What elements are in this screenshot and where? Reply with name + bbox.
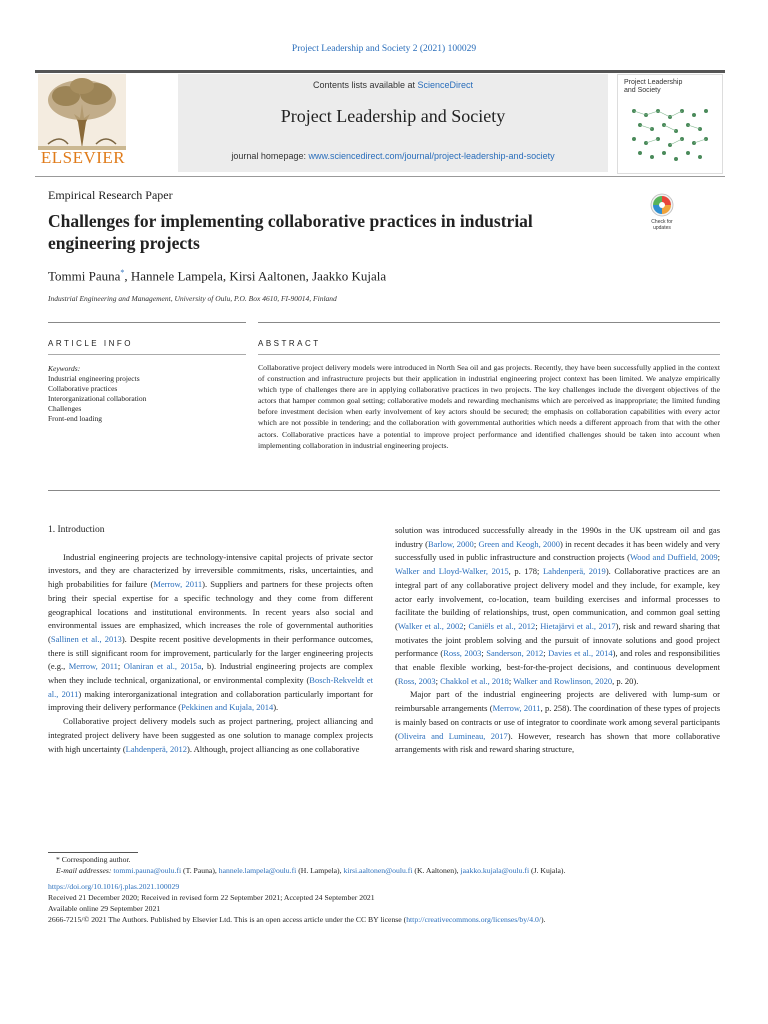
- article-info-sub-rule: [48, 354, 246, 355]
- citation-link[interactable]: Merrow, 2011: [153, 579, 203, 590]
- citation-link[interactable]: Green and Keogh, 2000: [478, 538, 561, 549]
- received-dates: Received 21 December 2020; Received in revised form 22 September 2021; Accepted 24 September 2021: [48, 892, 375, 902]
- body-right-column: [395, 524, 720, 757]
- cover-title-line2: and Society: [624, 87, 661, 94]
- citation-link[interactable]: Davies et al., 2014: [548, 648, 613, 659]
- paper-title: Challenges for implementing collaborative practices in industrial engineering projects: [48, 211, 533, 253]
- email-link[interactable]: tommi.pauna@oulu.fi: [113, 866, 182, 876]
- article-info-top-rule: [48, 322, 246, 323]
- citation-link[interactable]: Wood and Duffield, 2009: [629, 552, 718, 563]
- header-bottom-rule: [35, 176, 725, 177]
- cover-title-line1: Project Leadership: [624, 79, 683, 86]
- corresponding-author-note: * Corresponding author.: [56, 855, 131, 864]
- homepage-label: journal homepage:: [231, 151, 309, 161]
- citation-link[interactable]: Chakkol et al., 2018: [440, 675, 509, 686]
- citation-link[interactable]: Sallinen et al., 2013: [50, 633, 122, 644]
- elsevier-wordmark: ELSEVIER: [40, 148, 126, 167]
- copyright-line: 2666-7215/© 2021 The Authors. Published by Elsevier Ltd. This is an open access article under the CC BY license (http://creativecommons.org/licenses/by/4.0/).: [48, 915, 546, 925]
- keyword-item: Collaborative practices: [48, 384, 118, 393]
- abstract-top-rule: [258, 322, 720, 323]
- license-link[interactable]: http://creativecommons.org/licenses/by/4.0/: [406, 915, 541, 925]
- citation-link[interactable]: Walker and Rowlinson, 2020: [513, 675, 613, 686]
- abstract-bottom-rule: [48, 490, 720, 491]
- contents-prefix: Contents lists available at: [312, 80, 418, 90]
- citation-link[interactable]: Lahdenperä, 2012: [125, 743, 188, 754]
- citation-link[interactable]: Oliveira and Lumineau, 2017: [397, 730, 508, 741]
- citation-link[interactable]: Ross, 2003: [397, 675, 436, 686]
- body-paragraph: Industrial engineering projects are technology-intensive capital projects of private sector investors, and they are characterized by irreversible commitments, risks, uncertainties, and high probabilities for failure (Merrow, 2011). Suppliers and partners for these projects often bring their special expertise for a specific technology and they come from different geographical locations and institutional environments. In recent years also social and environmental issues are emphasized, which increases the role of governmental authorities (Sallinen et al., 2013). Despite recent positive developments in their performance outcomes, there is still significant room for improvement, particularly for the larger engineering projects (e.g., Merrow, 2011; Olaniran et al., 2015a, b). Industrial engineering projects are complex when they include technical, organizational, or environmental complexity (Bosch-Rekveldt et al., 2011) making interorganizational integration and collaboration particularly important for improving their delivery performance (Pekkinen and Kujala, 2014).: [48, 551, 374, 713]
- journal-cover-thumbnail: [617, 74, 723, 174]
- corresponding-author-mark[interactable]: *: [120, 268, 125, 277]
- abstract-text: Collaborative project delivery models were introduced in North Sea oil and gas projects. Recently, they have been successfully applied in the context of construction and infrastructure projects but their application in industrial engineering project context has been limited. We analyze empirically which type of challenges there are in applying collaborative practices in two projects. The key challenges include the divergent objectives of the actors that hamper common goal setting; collaborative models and rewarding mechanisms which are perceived as inappropriate; the limited funding before investment decision when early involvement of key actors should be secured; the emphasis on collaboration capabilities with every actor which are not possible in tendering; and the collaboration with governmental authorities which needs a different approach from that with the other actors. Collaborative practices have a potential to improve project performance and identified challenges should be taken into account when implementing collaboration in industrial engineering projects.: [258, 363, 720, 450]
- paper-type-label: Empirical Research Paper: [48, 188, 173, 202]
- footnote-rule: [48, 852, 138, 853]
- keyword-item: Front-end loading: [48, 414, 102, 423]
- journal-name: Project Leadership and Society: [280, 106, 506, 126]
- email-addresses-line: E-mail addresses: tommi.pauna@oulu.fi (T. Pauna), hannele.lampela@oulu.fi (H. Lampela), kirsi.aaltonen@oulu.fi (K. Aaltonen), jaakko.kujala@oulu.fi (J. Kujala).: [56, 866, 566, 876]
- email-link[interactable]: kirsi.aaltonen@oulu.fi: [343, 866, 413, 876]
- check-for-updates-badge[interactable]: [647, 193, 677, 231]
- citation-link[interactable]: Hietajärvi et al., 2017: [540, 620, 616, 631]
- email-link[interactable]: hannele.lampela@oulu.fi: [218, 866, 297, 876]
- abstract-sub-rule: [258, 354, 720, 355]
- header-top-rule: [35, 70, 725, 73]
- available-online-date: Available online 29 September 2021: [48, 904, 161, 914]
- doi-link[interactable]: https://doi.org/10.1016/j.plas.2021.100029: [48, 881, 180, 891]
- homepage-link[interactable]: www.sciencedirect.com/journal/project-leadership-and-society: [308, 151, 555, 161]
- abstract-heading: ABSTRACT: [258, 339, 321, 348]
- author-list: [48, 268, 386, 284]
- citation-link[interactable]: Bosch-Rekveldt et al., 2011: [48, 675, 374, 699]
- citation-link[interactable]: Olaniran et al., 2015a: [123, 661, 202, 672]
- section-heading-introduction: 1. Introduction: [48, 525, 105, 535]
- citation-link[interactable]: Caniëls et al., 2012: [468, 620, 536, 631]
- badge-text-line2: updates: [653, 225, 671, 231]
- citation-link[interactable]: Merrow, 2011: [68, 661, 118, 672]
- doi-line: [48, 881, 720, 892]
- author-affiliation: Industrial Engineering and Management, University of Oulu, P.O. Box 4610, FI-90014, Finland: [48, 294, 337, 303]
- article-info-heading: ARTICLE INFO: [48, 339, 133, 348]
- journal-reference-link[interactable]: Project Leadership and Society 2 (2021) 100029: [291, 44, 477, 54]
- badge-text-line1: Check for: [651, 219, 673, 225]
- citation-link[interactable]: Walker et al., 2002: [397, 620, 464, 631]
- citation-link[interactable]: Sanderson, 2012: [486, 648, 544, 659]
- keywords-label: Keywords:: [48, 364, 81, 373]
- contents-available-line: [178, 80, 608, 90]
- cover-title: [624, 79, 682, 95]
- keywords-block: [48, 364, 246, 424]
- citation-link[interactable]: Ross, 2003: [443, 648, 482, 659]
- first-author[interactable]: Tommi Pauna: [48, 268, 121, 284]
- cover-pattern: [624, 103, 716, 163]
- sciencedirect-link[interactable]: ScienceDirect: [417, 80, 474, 90]
- body-paragraph: solution was introduced successfully already in the 1990s in the UK upstream oil and gas industry (Barlow, 2000; Green and Keogh, 2000) in recent decades it has been widely and very successfully used in public infrastructure and construction projects (Wood and Duffield, 2009; Walker and Lloyd-Walker, 2015, p. 178; Lahdenperä, 2019). Collaborative practices are an integral part of any collaborative project delivery model and they include, for example, key actor early involvement, co-location, team building exercises and informal processes to facilitate the building of relationships, trust, open communication, and common goal setting (Walker et al., 2002; Caniëls et al., 2012; Hietajärvi et al., 2017), risk and reward sharing that motivates the joint problem solving and the pursuit of innovate solutions and good project performance (Ross, 2003; Sanderson, 2012; Davies et al., 2014), and roles and responsibilities that enable flexible working, best-for-the-project decisions, and continuous development (Ross, 2003; Chakkol et al., 2018; Walker and Rowlinson, 2020, p. 20).: [395, 525, 720, 686]
- citation-link[interactable]: Merrow, 2011: [492, 703, 541, 714]
- journal-homepage-line: [178, 151, 608, 161]
- email-link[interactable]: jaakko.kujala@oulu.fi: [460, 866, 530, 876]
- other-authors: , Hannele Lampela, Kirsi Aaltonen, Jaakko Kujala: [124, 268, 387, 284]
- footnotes-block: [48, 854, 720, 926]
- citation-link[interactable]: Barlow, 2000: [427, 538, 474, 549]
- body-paragraph: Major part of the industrial engineering projects are delivered with lump-sum or reimbursable arrangements (Merrow, 2011, p. 258). The coordination of these types of projects is mainly based on contracts or use of integrator to coordinate work among several participants (Oliveira and Lumineau, 2017). However, research has shown that more collaborative arrangements with risk and reward sharing structure,: [395, 689, 721, 755]
- keyword-item: Industrial engineering projects: [48, 374, 140, 383]
- email-label: E-mail addresses:: [56, 866, 112, 876]
- elsevier-tree-logo: [38, 74, 126, 150]
- citation-link[interactable]: Pekkinen and Kujala, 2014: [181, 702, 274, 713]
- citation-link[interactable]: Walker and Lloyd-Walker, 2015: [395, 566, 509, 577]
- body-left-column: [48, 524, 373, 756]
- keyword-item: Challenges: [48, 404, 82, 413]
- citation-link[interactable]: Lahdenperä, 2019: [542, 566, 606, 577]
- keyword-item: Interorganizational collaboration: [48, 394, 147, 403]
- body-paragraph: Collaborative project delivery models such as project partnering, project alliancing and integrated project delivery have been suggested as one solution to manage complex projects with high uncertainty (Lahdenperä, 2012). Although, project alliancing as one collaborative: [48, 716, 373, 754]
